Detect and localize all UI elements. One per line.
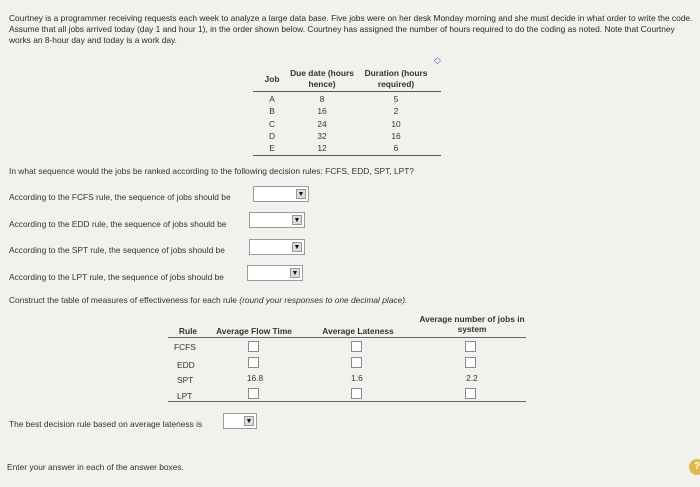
fcfs-lateness-input[interactable]: [351, 341, 362, 352]
jobs-table-bottom: [253, 155, 441, 156]
fcfs-sequence-dropdown[interactable]: [253, 186, 309, 202]
help-icon[interactable]: ?: [689, 459, 700, 475]
job-c-duration: 10: [391, 119, 401, 129]
jobs-header-job: Job: [264, 74, 280, 84]
edd-prompt: According to the EDD rule, the sequence of jobs should be: [9, 219, 227, 229]
sequence-question: In what sequence would the jobs be ranked according to the following decision rules: FCFS, EDD, SPT, LPT?: [9, 166, 415, 176]
spt-lateness-value: 1.6: [351, 373, 363, 383]
jobs-header-duration: Duration (hours required): [364, 68, 428, 89]
spt-flow-value: 16.8: [246, 373, 264, 383]
measures-rule-spt: SPT: [177, 375, 194, 385]
job-a-name: A: [269, 94, 275, 104]
job-c-name: C: [268, 119, 276, 129]
chevron-down-icon[interactable]: ▼: [245, 418, 253, 425]
jobs-header-divider: [253, 91, 441, 92]
spt-prompt: According to the SPT rule, the sequence of jobs should be: [9, 245, 225, 255]
fcfs-jobs-input[interactable]: [465, 341, 476, 352]
lpt-prompt: According to the LPT rule, the sequence of jobs should be: [9, 272, 224, 282]
measures-rule-lpt: LPT: [177, 391, 193, 401]
job-d-name: D: [268, 131, 276, 141]
construct-note: (round your responses to one decimal place).: [239, 295, 408, 305]
measures-table-bottom: [168, 401, 526, 402]
footer-instructions: Enter your answer in each of the answer boxes.: [7, 462, 184, 472]
job-b-duration: 2: [393, 106, 399, 116]
measures-rule-edd: EDD: [177, 360, 195, 370]
job-a-due: 8: [319, 94, 325, 104]
chevron-down-icon[interactable]: ▼: [291, 270, 299, 277]
edd-jobs-input[interactable]: [465, 357, 476, 368]
job-c-due: 24: [317, 119, 327, 129]
measures-rule-fcfs: FCFS: [174, 342, 196, 352]
spt-jobs-value: 2.2: [466, 373, 478, 383]
best-rule-dropdown[interactable]: [223, 413, 257, 429]
lpt-sequence-dropdown[interactable]: [247, 265, 303, 281]
jobs-header-due: Due date (hours hence): [290, 68, 354, 89]
lpt-lateness-input[interactable]: [351, 388, 362, 399]
chevron-down-icon[interactable]: ▼: [293, 217, 301, 224]
job-b-name: B: [269, 106, 275, 116]
measures-header-jobs: Average number of jobs in system: [419, 314, 525, 334]
measures-header-lateness: Average Lateness: [322, 326, 394, 336]
fcfs-flow-input[interactable]: [248, 341, 259, 352]
lpt-jobs-input[interactable]: [465, 388, 476, 399]
measures-header-rule: Rule: [178, 326, 198, 336]
chevron-down-icon[interactable]: ▼: [297, 191, 305, 198]
job-d-duration: 16: [391, 131, 401, 141]
job-e-duration: 6: [393, 143, 399, 153]
lpt-flow-input[interactable]: [248, 388, 259, 399]
spt-sequence-dropdown[interactable]: [249, 239, 305, 255]
construct-instructions: [9, 295, 407, 305]
job-d-due: 32: [317, 131, 327, 141]
fcfs-prompt: According to the FCFS rule, the sequence of jobs should be: [9, 192, 231, 202]
best-rule-prompt: The best decision rule based on average lateness is: [9, 419, 203, 429]
problem-intro: Courtney is a programmer receiving requests each week to analyze a large data base. Five jobs were on her desk Monday morning and she must decide in what order to write the code. Assume that all jobs arrived today (day 1 and hour 1), in the order shown below. Courtney has assigned the number of hours required to do the coding as noted. Note that Courtney works an 8-hour day and today is a work day.: [9, 13, 693, 45]
edd-flow-input[interactable]: [248, 357, 259, 368]
measures-header-divider: [168, 337, 526, 338]
edd-lateness-input[interactable]: [351, 357, 362, 368]
job-e-name: E: [269, 143, 275, 153]
info-icon[interactable]: ◇: [434, 55, 441, 65]
job-a-duration: 5: [393, 94, 399, 104]
chevron-down-icon[interactable]: ▼: [293, 244, 301, 251]
construct-text: Construct the table of measures of effectiveness for each rule: [9, 295, 237, 305]
edd-sequence-dropdown[interactable]: [249, 212, 305, 228]
job-b-due: 16: [317, 106, 327, 116]
job-e-due: 12: [317, 143, 327, 153]
measures-header-flow: Average Flow Time: [216, 326, 292, 336]
jobs-table: [253, 66, 441, 156]
